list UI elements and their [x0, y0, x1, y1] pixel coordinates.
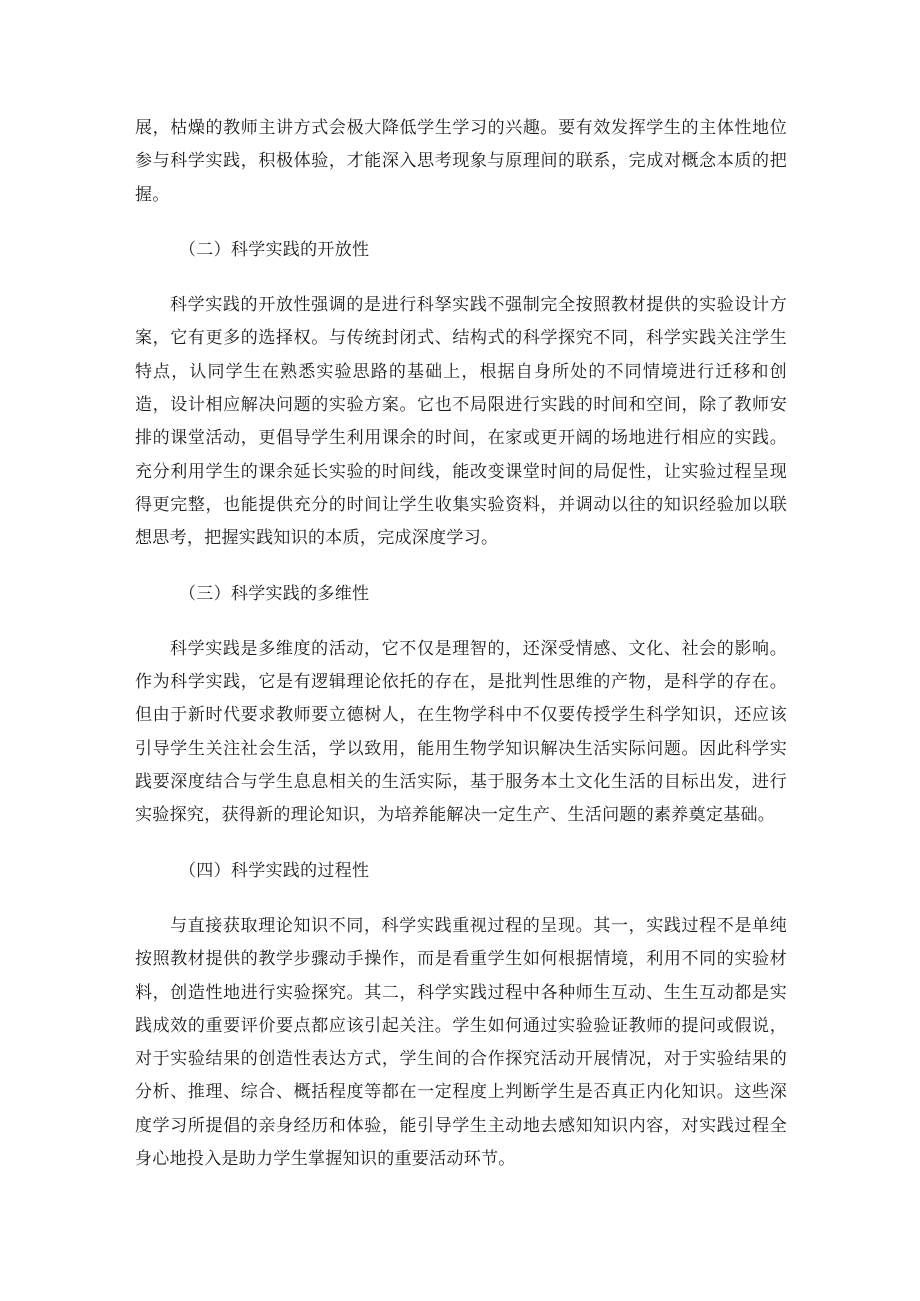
document-page [135, 112, 787, 1176]
section-heading-openness: （二）科学实践的开放性 [179, 239, 370, 260]
spacer [135, 888, 787, 910]
spacer [135, 611, 787, 633]
spacer [135, 556, 787, 578]
spacer [135, 267, 787, 289]
spacer [135, 833, 787, 855]
paragraph-multidimensional: 科学实践是多维度的活动，它不仅是理智的，还深受情感、文化、社会的影响。作为科学实践，它是有逻辑理论依托的存在，是批判性思维的产物，是科学的存在。但由于新时代要求教师要立德树人，在生物学科中不仅要传授学生科学知识，还应该引导学生关注社会生活，学以致用，能用生物学知识解决生活实际问题。因此科学实践要深度结合与学生息息相关的生活实际，基于服务本土文化生活的目标出发，进行实验探究，获得新的理论知识，为培养能解决一定生产、生活问题的素养奠定基础。 [135, 638, 787, 826]
spacer [135, 212, 787, 234]
paragraph-openness: 科学实践的开放性强调的是进行科孥实践不强制完全按照教材提供的实验设计方案，它有更多的选择权。与传统封闭式、结构式的科学探究不同，科学实践关注学生特点，认同学生在熟悉实验思路的基础上，根据自身所处的不同情境进行迁移和创造，设计相应解决问题的实验方案。它也不局限进行实践的时间和空间，除了教师安排的课堂活动，更倡导学生利用课余的时间，在家或更开阔的场地进行相应的实践。充分利用学生的课余延长实验的时间线，能改变课堂时间的局促性，让实验过程呈现得更完整，也能提供充分的时间让学生收集实验资料，并调动以往的知识经验加以联想思考，把握实践知识的本质，完成深度学习。 [135, 295, 787, 549]
paragraph-intro: 展，枯燥的教师主讲方式会极大降低学生学习的兴趣。要有效发挥学生的主体性地位参与科学实践，积极体验，才能深入思考现象与原理间的联系，完成对概念本质的把握。 [135, 118, 787, 205]
paragraph-process: 与直接获取理论知识不同，科学实践重视过程的呈现。其一，实践过程不是单纯按照教材提供的教学步骤动手操作，而是看重学生如何根据情境，利用不同的实验材料，创造性地进行实验探究。其二，科学实践过程中各种师生互动、生生互动都是实践成效的重要评价要点都应该引起关注。学生如何通过实验验证教师的提问或假说，对于实验结果的创造性表达方式，学生间的合作探究活动开展情况，对于实验结果的分析、推理、综合、概括程度等都在一定程度上判断学生是否真正内化知识。这些深度学习所提倡的亲身经历和体验，能引导学生主动地去感知知识内容，对实践过程全身心地投入是助力学生掌握知识的重要活动环节。 [135, 915, 787, 1170]
section-heading-process: （四）科学实践的过程性 [179, 860, 370, 881]
section-heading-multidimensional: （三）科学实践的多维性 [179, 583, 370, 604]
